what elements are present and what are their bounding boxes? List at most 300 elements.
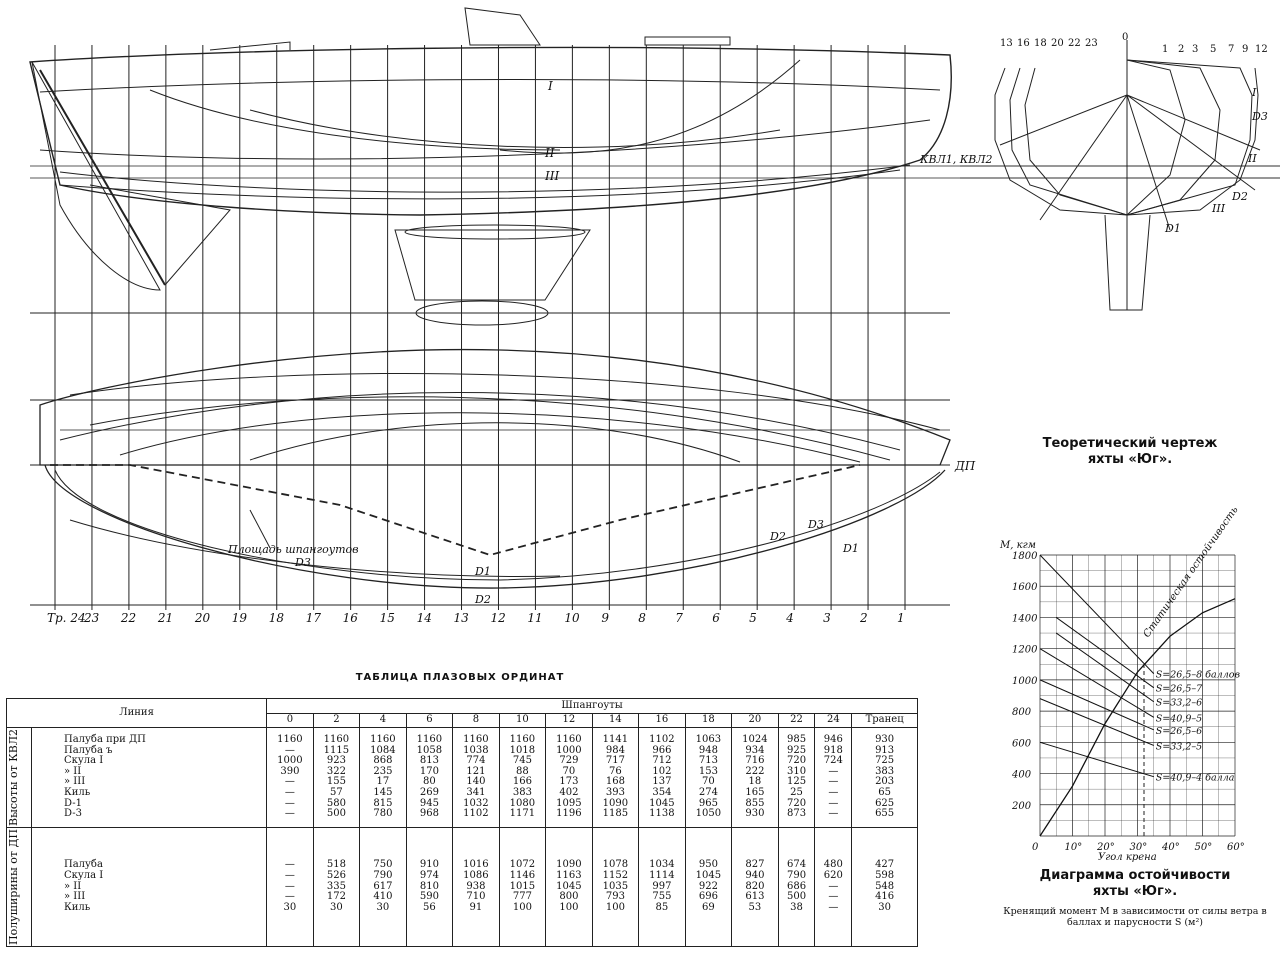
value-column [406,827,453,946]
station-grid [55,45,905,610]
x-tick-label: 40° [1162,842,1180,853]
half-breadth-deck [30,350,950,465]
column-header: 18 [685,713,732,728]
station-label: 4 [786,611,794,625]
cell-value: 500 [787,891,807,903]
value-column [499,728,546,828]
drawing-labels [47,32,1268,625]
cell-value: 1035 [602,880,629,892]
svg-text:D2: D2 [1232,190,1248,203]
station-label: 10 [564,611,580,625]
svg-text:ДП: ДП [955,459,976,473]
cell-value: 137 [652,776,672,788]
value-column [732,827,779,946]
cell-value: 966 [652,744,672,756]
cell-value: 1185 [602,808,629,820]
row-label: » III [64,891,86,903]
row-label: » III [64,776,86,788]
y-tick-label: 600 [1012,738,1032,750]
svg-text:D1: D1 [475,565,491,578]
station-label: 13 [453,611,469,625]
cell-value: — [828,765,839,777]
cell-value: 25 [790,787,803,799]
cell-value: 100 [605,901,625,913]
cell-value: 790 [373,870,393,882]
cell-value: 30 [376,901,390,913]
cell-value: 946 [823,734,843,746]
station-label: 8 [638,611,646,625]
heeling-line-label: S=26,5–7 [1155,683,1203,695]
cell-value: 827 [745,859,765,871]
cell-value: 724 [823,755,843,767]
cell-value: — [284,870,295,882]
cell-value: 56 [423,901,436,913]
cell-value: 155 [326,776,346,788]
group2-row-labels [32,827,267,946]
cell-value: 548 [875,880,895,892]
cell-value: 1038 [463,744,489,756]
value-column [360,728,407,828]
cell-value: 1160 [509,734,536,746]
cell-value: 393 [605,787,625,799]
cell-value: 80 [423,776,436,788]
drawing-title: Теоретический чертеж яхты «Юг». [1042,436,1218,467]
value-column [639,728,686,828]
column-header: 16 [639,713,686,728]
y-tick-label: 1400 [1012,613,1038,625]
body-plan-station: 16 [1017,38,1030,49]
cell-value: 774 [466,755,486,767]
value-column [313,827,360,946]
cell-value: 1084 [370,744,396,756]
station-label: 11 [527,611,543,625]
cell-value: 968 [419,808,439,820]
cell-value: 500 [326,808,346,820]
heeling-line-label: S=26,5–8 баллов [1155,669,1240,681]
y-tick-label: 1800 [1012,551,1038,562]
cell-value: 1102 [463,808,489,820]
station-label: 17 [305,611,321,625]
cell-value: 930 [745,808,765,820]
cell-value: 1015 [509,880,536,892]
svg-text:Угол крена: Угол крена [1098,852,1157,863]
station-label: 15 [379,611,395,625]
value-column [815,827,852,946]
cell-value: 950 [698,859,718,871]
cell-value: 1160 [323,734,350,746]
station-label: 21 [157,611,174,625]
svg-text:III: III [1212,202,1226,215]
value-column [267,827,314,946]
x-tick-label: 10° [1064,842,1083,853]
cell-value: 716 [745,755,765,767]
value-column [453,827,500,946]
body-plan-station: 22 [1068,38,1081,49]
cell-value: 91 [469,901,483,913]
body-plan-station: 23 [1085,38,1098,49]
cell-value: — [284,797,295,809]
cell-value: 813 [419,755,439,767]
value-column [815,728,852,828]
svg-text:D2: D2 [770,530,786,543]
cell-value: 173 [559,776,579,788]
heeling-line-label: S=26,5–6 [1155,725,1203,737]
cell-value: 686 [787,880,807,892]
body-plan-station: 2 [1178,44,1185,55]
y-tick-label: 1200 [1012,644,1038,656]
cell-value: 57 [330,787,343,799]
heeling-line-label: S=40,9–4 балла [1155,772,1235,784]
cell-value: 1160 [370,734,396,746]
cell-value: 1152 [602,870,629,882]
cell-value: 125 [787,776,807,788]
table-title: ТАБЛИЦА ПЛАЗОВЫХ ОРДИНАТ [355,672,565,683]
cell-value: 1050 [695,808,722,820]
svg-text:Статическая остойчивость: Статическая остойчивость [1141,504,1241,640]
cell-value: 938 [466,880,486,892]
value-column [778,728,815,828]
cell-value: 800 [559,891,579,903]
cell-value: 617 [373,880,393,892]
cell-value: 1146 [509,870,536,882]
cell-value: 984 [605,744,625,756]
cell-value: 940 [745,870,765,882]
svg-text:D3: D3 [808,518,824,531]
cell-value: 480 [823,859,843,871]
cell-value: 70 [562,765,576,777]
station-label: 14 [416,611,432,625]
cell-value: 121 [466,765,486,777]
value-column [313,728,360,828]
svg-text:III: III [545,169,560,183]
column-header: 10 [499,713,546,728]
cell-value: 1016 [463,859,489,871]
x-tick-label: 20° [1097,842,1115,853]
column-header: Транец [852,713,918,728]
body-plan-station: 1 [1162,44,1169,55]
value-column [406,728,453,828]
value-column [360,827,407,946]
value-column [685,827,732,946]
row-label: D-1 [64,797,82,809]
cell-value: 1095 [556,797,582,809]
frames-header: Шпангоуты [267,699,918,714]
body-plan-station: 13 [1000,38,1013,49]
svg-text:I: I [548,79,553,93]
y-tick-label: 400 [1012,769,1032,781]
cell-value: 18 [748,776,762,788]
cell-value: 341 [466,787,486,799]
heeling-line [1040,555,1154,674]
cell-value: 1000 [556,744,582,756]
group2-row [7,827,918,946]
row-label: D-3 [64,808,82,820]
station-label: Тр. 24 [47,611,86,625]
column-header: 14 [592,713,639,728]
cell-value: 1072 [509,859,536,871]
cell-value: 1141 [602,734,629,746]
svg-text:I: I [1252,86,1257,99]
cell-value: 1063 [695,734,722,746]
value-column [732,728,779,828]
column-header: 24 [815,713,852,728]
cell-value: 310 [787,765,807,777]
cell-value: 720 [787,797,807,809]
cell-value: 153 [698,765,718,777]
cell-value: 30 [330,901,343,913]
cell-value: 166 [512,776,532,788]
cell-value: 1018 [509,744,536,756]
cell-value: — [828,787,839,799]
svg-text:Площадь шпангоутов: Площадь шпангоутов [228,543,359,556]
station-label: 7 [675,611,683,625]
column-header: 6 [406,713,453,728]
row-label: Палуба при ДП [64,734,146,746]
cell-value: — [284,787,295,799]
group1-row-labels [32,728,267,828]
cell-value: 1090 [602,797,629,809]
column-header: 8 [453,713,500,728]
cell-value: 750 [373,859,393,871]
cell-value: 1058 [416,744,443,756]
cell-value: 526 [326,870,346,882]
group2-label: Полуширины от ДП [7,827,32,946]
column-header: 12 [546,713,593,728]
cell-value: 1102 [649,734,675,746]
cell-value: 820 [745,880,765,892]
cell-value: 925 [787,744,807,756]
cell-value: 948 [698,744,718,756]
cell-value: — [284,808,295,820]
cell-value: 1163 [556,870,582,882]
svg-text:D3: D3 [295,556,311,569]
cell-value: 930 [875,734,895,746]
x-tick-label: 0 [1032,842,1039,853]
value-column [592,728,639,828]
cell-value: 997 [652,880,672,892]
cell-value: 69 [702,901,715,913]
cell-value: 140 [466,776,486,788]
station-labels [47,611,905,625]
cell-value: 145 [373,787,393,799]
cell-value: 945 [419,797,439,809]
station-label: 23 [83,611,100,625]
heeling-line-label: S=40,9–5 [1155,713,1203,725]
value-column [592,827,639,946]
cell-value: 1024 [742,734,768,746]
cell-value: 1160 [463,734,489,746]
cell-value: 918 [823,744,843,756]
cell-value: 65 [878,787,891,799]
value-column [852,728,918,828]
cell-value: 1080 [509,797,536,809]
cell-value: 710 [466,891,486,903]
cell-value: 76 [609,765,622,777]
cell-value: 1032 [463,797,489,809]
station-label: 3 [823,611,831,625]
station-label: 16 [342,611,358,625]
body-plan-fwd-labels [1122,32,1268,55]
group1-label: Высоты от КВЛ2 [7,728,32,828]
station-label: 22 [120,611,137,625]
value-column [546,827,593,946]
value-column [499,827,546,946]
cell-value: — [828,797,839,809]
body-plan [960,40,1280,310]
cell-value: 1034 [649,859,675,871]
cell-value: 70 [702,776,715,788]
cell-value: 1000 [277,755,303,767]
cell-value: 1160 [416,734,443,746]
station-label: 18 [268,611,285,625]
cell-value: — [828,808,839,820]
y-tick-label: 1600 [1012,582,1038,594]
cell-value: 383 [512,787,532,799]
cell-value: 713 [698,755,718,767]
cell-value: 855 [745,797,765,809]
cell-value: 322 [326,765,346,777]
row-label: Скула I [64,870,104,882]
column-header: 4 [360,713,407,728]
cell-value: 427 [875,859,895,871]
cell-value: 1045 [649,797,675,809]
cell-value: 696 [698,891,718,903]
cell-value: — [828,776,839,788]
heeling-line-label: S=33,2–5 [1155,741,1203,753]
svg-text:M, кгм: M, кгм [1000,540,1036,551]
cell-value: 712 [652,755,672,767]
cell-value: 383 [875,765,895,777]
body-plan-station: 7 [1228,44,1235,55]
cell-value: 655 [875,808,895,820]
cell-value: 620 [823,870,843,882]
y-tick-label: 800 [1012,707,1032,719]
cell-value: 1115 [323,744,350,756]
cell-value: 274 [698,787,718,799]
cell-value: 38 [790,901,803,913]
cell-value: 1078 [602,859,629,871]
cell-value: 598 [875,870,895,882]
cell-value: 30 [878,901,891,913]
body-plan-station: 20 [1051,38,1064,49]
cell-value: — [284,744,295,756]
column-header: 22 [778,713,815,728]
cell-value: 102 [652,765,672,777]
cell-value: 222 [745,765,765,777]
cell-value: 790 [787,870,807,882]
group1-row [7,728,918,828]
svg-text:D1: D1 [843,542,859,555]
value-column [453,728,500,828]
value-column [639,827,686,946]
cell-value: 172 [326,891,346,903]
cell-value: 168 [605,776,625,788]
station-label: 12 [490,611,506,625]
cell-value: 17 [376,776,390,788]
stability-title: Диаграмма остойчивости яхты «Юг». [1039,868,1231,899]
offsets-table [6,698,918,947]
heeling-line [1040,742,1154,776]
cell-value: 335 [326,880,346,892]
row-label: Палуба [64,859,103,871]
cell-value: 868 [373,755,393,767]
station-label: 19 [231,611,248,625]
cell-value: 354 [652,787,672,799]
cell-value: 85 [655,901,669,913]
cell-value: 974 [419,870,439,882]
cell-value: 985 [787,734,807,746]
cell-value: 165 [745,787,765,799]
body-plan-station: 12 [1255,44,1268,55]
row-label: Скула I [64,755,104,767]
line-header: Линия [7,699,267,728]
cell-value: 755 [652,891,672,903]
x-tick-label: 50° [1194,842,1213,853]
cell-value: 235 [373,765,393,777]
row-label: » II [64,765,82,777]
cell-value: 815 [373,797,393,809]
column-header: 0 [267,713,314,728]
station-label: 2 [860,611,868,625]
cell-value: — [284,859,295,871]
cell-value: — [284,891,295,903]
row-label: Палуба ъ [64,744,113,756]
cell-value: 717 [605,755,625,767]
station-label: 20 [194,611,211,625]
cell-value: 30 [283,901,297,913]
value-column [267,728,314,828]
cell-value: 793 [605,891,625,903]
cell-value: 269 [419,787,439,799]
svg-text:КВЛ1, КВЛ2: КВЛ1, КВЛ2 [920,153,993,166]
cell-value: 1090 [556,859,582,871]
cell-value: 873 [787,808,807,820]
svg-text:II: II [1248,152,1257,165]
cell-value: 720 [787,755,807,767]
column-header: 2 [313,713,360,728]
cell-value: 1138 [649,808,675,820]
cell-value: 100 [512,901,532,913]
cell-value: 923 [326,755,346,767]
row-label: » II [64,880,82,892]
cell-value: 1045 [556,880,582,892]
cell-value: 613 [745,891,765,903]
cell-value: 810 [419,880,439,892]
cell-value: 518 [326,859,346,871]
stability-caption: Кренящий момент M в зависимости от силы ветра в баллах и парусности S (м²) [1003,906,1267,928]
stability-grid [1040,555,1235,836]
cell-value: — [284,880,295,892]
svg-text:D2: D2 [475,593,491,606]
hull-profile [30,8,1280,325]
cell-value: 390 [280,765,300,777]
cell-value: 922 [698,880,718,892]
station-label: 1 [897,611,905,625]
svg-text:D1: D1 [1165,222,1181,235]
cell-value: 416 [875,891,895,903]
heeling-line-label: S=33,2–6 [1155,697,1203,709]
cell-value: 910 [419,859,439,871]
cell-value: 590 [419,891,439,903]
cell-value: 725 [875,755,895,767]
cell-value: 1086 [463,870,489,882]
cell-value: 1160 [277,734,303,746]
body-plan-station: 0 [1122,32,1129,43]
y-tick-label: 1000 [1012,675,1038,687]
body-plan-station: 18 [1034,38,1047,49]
cell-value: 625 [875,797,895,809]
x-tick-label: 60° [1227,842,1245,853]
